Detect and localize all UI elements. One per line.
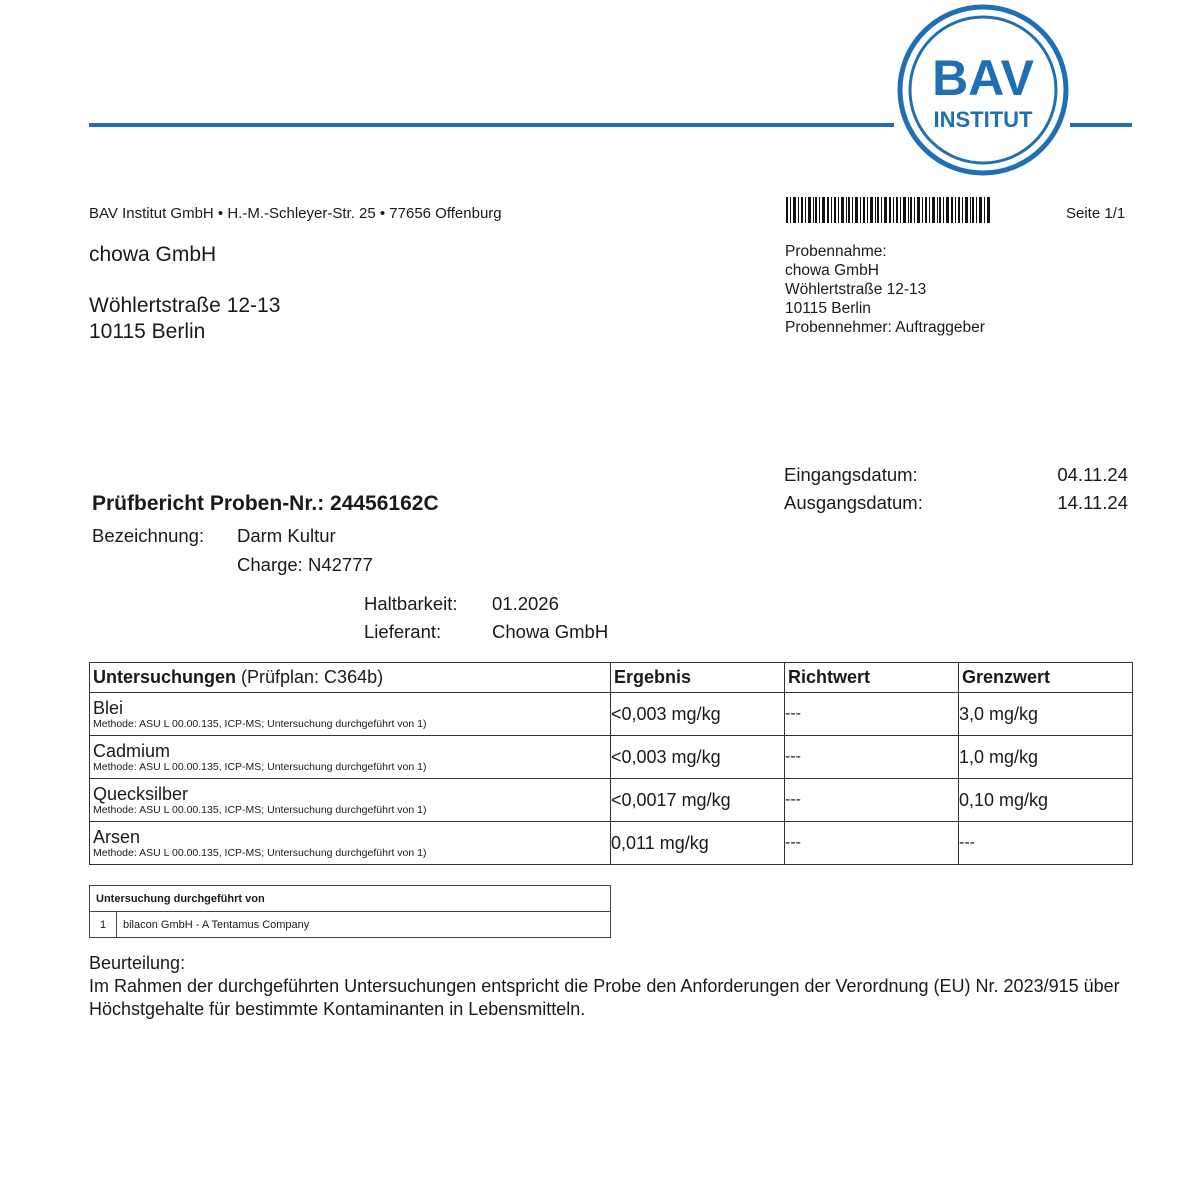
results-header-row <box>90 663 1133 693</box>
bav-institut-logo <box>896 3 1070 177</box>
table-row <box>90 822 1133 865</box>
header-guide-value: Richtwert <box>785 663 959 693</box>
lab-name: bilacon GmbH - A Tentamus Company <box>117 912 611 938</box>
substance-cell <box>90 693 611 736</box>
substance-cell <box>90 779 611 822</box>
guide-value: --- <box>785 693 959 736</box>
limit-value: 1,0 mg/kg <box>959 736 1133 779</box>
received-date-value: 04.11.24 <box>1057 464 1128 485</box>
recipient-street: Wöhlertstraße 12-13 <box>89 294 281 317</box>
header-examinations <box>90 663 611 693</box>
lab-number: 1 <box>90 912 117 938</box>
sender-line: BAV Institut GmbH • H.-M.-Schleyer-Str. 25 • 77656 Offenburg <box>89 205 502 222</box>
method-note: Methode: ASU L 00.00.135, ICP-MS; Untersuchung durchgeführt von 1) <box>93 761 427 773</box>
method-note: Methode: ASU L 00.00.135, ICP-MS; Untersuchung durchgeführt von 1) <box>93 847 427 859</box>
received-date-label: Eingangsdatum: <box>784 464 918 485</box>
logo-line2: INSTITUT <box>933 107 1033 132</box>
result-value: 0,011 mg/kg <box>611 822 785 865</box>
lab-table <box>89 885 611 938</box>
table-row <box>90 693 1133 736</box>
substance-cell <box>90 736 611 779</box>
header-examinations-bold: Untersuchungen <box>93 667 237 687</box>
results-table <box>89 662 1133 865</box>
shelf-life-value: 01.2026 <box>492 593 559 614</box>
header-rule-right <box>1070 123 1132 127</box>
supplier-label: Lieferant: <box>364 621 442 642</box>
sampling-company: chowa GmbH <box>785 262 879 279</box>
substance-cell <box>90 822 611 865</box>
sampling-block <box>785 242 985 337</box>
batch-number: Charge: N42777 <box>237 554 373 575</box>
recipient-city: 10115 Berlin <box>89 320 206 343</box>
substance-name: Arsen <box>93 827 141 847</box>
method-note: Methode: ASU L 00.00.135, ICP-MS; Untersuchung durchgeführt von 1) <box>93 804 427 816</box>
result-value: <0,003 mg/kg <box>611 736 785 779</box>
header-limit-value: Grenzwert <box>959 663 1133 693</box>
shelf-life-label: Haltbarkeit: <box>364 593 458 614</box>
substance-name: Blei <box>93 698 124 718</box>
logo-line1: BAV <box>932 50 1034 106</box>
sampling-city: 10115 Berlin <box>785 300 871 317</box>
guide-value: --- <box>785 779 959 822</box>
issued-date-value: 14.11.24 <box>1057 492 1128 513</box>
table-row <box>90 779 1133 822</box>
supplier-value: Chowa GmbH <box>492 621 609 642</box>
assessment-label: Beurteilung: <box>89 953 186 973</box>
barcode <box>786 197 991 223</box>
limit-value: 3,0 mg/kg <box>959 693 1133 736</box>
lab-header: Untersuchung durchgeführt von <box>90 886 611 912</box>
substance-name: Quecksilber <box>93 784 189 804</box>
table-row <box>90 736 1133 779</box>
method-note: Methode: ASU L 00.00.135, ICP-MS; Untersuchung durchgeführt von 1) <box>93 718 427 730</box>
sampling-sampler: Probennehmer: Auftraggeber <box>785 319 985 336</box>
header-result: Ergebnis <box>611 663 785 693</box>
result-value: <0,003 mg/kg <box>611 693 785 736</box>
limit-value: --- <box>959 822 1133 865</box>
header-rule-left <box>89 123 894 127</box>
recipient-company: chowa GmbH <box>89 243 217 266</box>
guide-value: --- <box>785 822 959 865</box>
guide-value: --- <box>785 736 959 779</box>
sampling-street: Wöhlertstraße 12-13 <box>785 281 927 298</box>
lab-row <box>90 912 611 938</box>
designation-label: Bezeichnung: <box>92 525 205 546</box>
report-title: Prüfbericht Proben-Nr.: 24456162C <box>92 492 439 515</box>
designation-value: Darm Kultur <box>237 525 336 546</box>
issued-date-label: Ausgangsdatum: <box>784 492 923 513</box>
sampling-label: Probennahme: <box>785 243 887 260</box>
substance-name: Cadmium <box>93 741 171 761</box>
header-test-plan: (Prüfplan: C364b) <box>236 667 384 687</box>
page-number: Seite 1/1 <box>1066 205 1126 222</box>
limit-value: 0,10 mg/kg <box>959 779 1133 822</box>
result-value: <0,0017 mg/kg <box>611 779 785 822</box>
assessment-text: Im Rahmen der durchgeführten Untersuchungen entspricht die Probe den Anforderungen der Verordnung (EU) Nr. 2023/915 über Höchstgehalte für bestimmte Kontaminanten in Lebensmitteln. <box>89 976 1120 1019</box>
assessment-block <box>89 952 1129 1021</box>
lab-header-row <box>90 886 611 912</box>
